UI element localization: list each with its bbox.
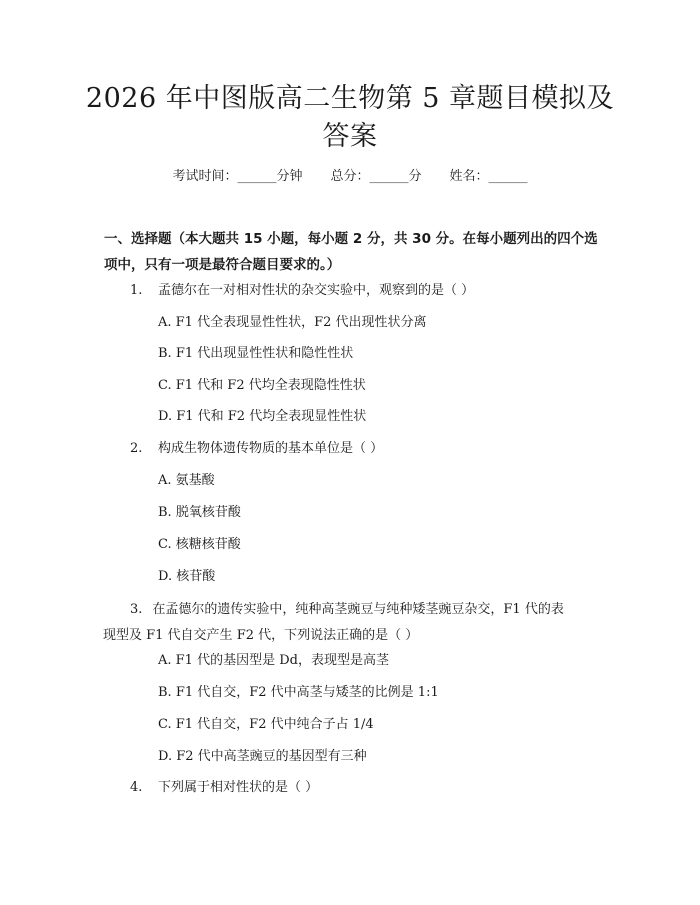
question-number: 3. (130, 602, 143, 617)
question-2-option-a: A. 氨基酸 (158, 473, 215, 488)
exam-time-field: 考试时间：______分钟 (172, 169, 303, 184)
question-3-option-c: C. F1 代自交，F2 代中纯合子占 1/4 (158, 717, 374, 732)
question-number: 1. (130, 283, 143, 298)
question-2-option-c: C. 核糖核苷酸 (158, 537, 241, 552)
question-text: 孟德尔在一对相对性状的杂交实验中，观察到的是（ ） (158, 283, 475, 298)
question-1-option-c: C. F1 代和 F2 代均全表现隐性性状 (158, 378, 366, 393)
total-score-field: 总分：______分 (330, 169, 422, 184)
question-3-option-a: A. F1 代的基因型是 Dd，表现型是高茎 (158, 653, 389, 668)
question-3-option-d: D. F2 代中高茎豌豆的基因型有三种 (158, 749, 367, 764)
question-1-option-b: B. F1 代出现显性性状和隐性性状 (158, 346, 354, 361)
question-text: 下列属于相对性状的是（ ） (158, 780, 319, 795)
question-number: 4. (130, 780, 143, 795)
question-text-line-1: 在孟德尔的遗传实验中，纯种高茎豌豆与纯种矮茎豌豆杂交，F1 代的表 (152, 602, 564, 617)
section-heading: 一、选择题（本大题共 15 小题，每小题 2 分，共 30 分。在每小题列出的四个选项中，只有一项是最符合题目要求的。） (104, 231, 598, 273)
question-1-option-a: A. F1 代全表现显性性状，F2 代出现性状分离 (158, 315, 427, 330)
page-title: 2026 年中图版高二生物第 5 章题目模拟及答案 (85, 83, 615, 152)
question-2-option-d: D. 核苷酸 (158, 569, 216, 584)
student-name-field: 姓名：______ (449, 169, 528, 184)
question-4 (130, 778, 600, 798)
question-text: 构成生物体遗传物质的基本单位是（ ） (158, 441, 384, 456)
question-3-option-b: B. F1 代自交，F2 代中高茎与矮茎的比例是 1:1 (158, 685, 439, 700)
question-1 (130, 281, 600, 301)
question-1-option-d: D. F1 代和 F2 代均全表现显性性状 (158, 409, 367, 424)
exam-meta-line (0, 167, 700, 187)
question-number: 2. (130, 441, 143, 456)
question-3 (103, 597, 600, 649)
question-2-option-b: B. 脱氧核苷酸 (158, 505, 241, 520)
question-2 (130, 439, 600, 459)
question-text-line-2: 现型及 F1 代自交产生 F2 代，下列说法正确的是（ ） (103, 628, 419, 643)
